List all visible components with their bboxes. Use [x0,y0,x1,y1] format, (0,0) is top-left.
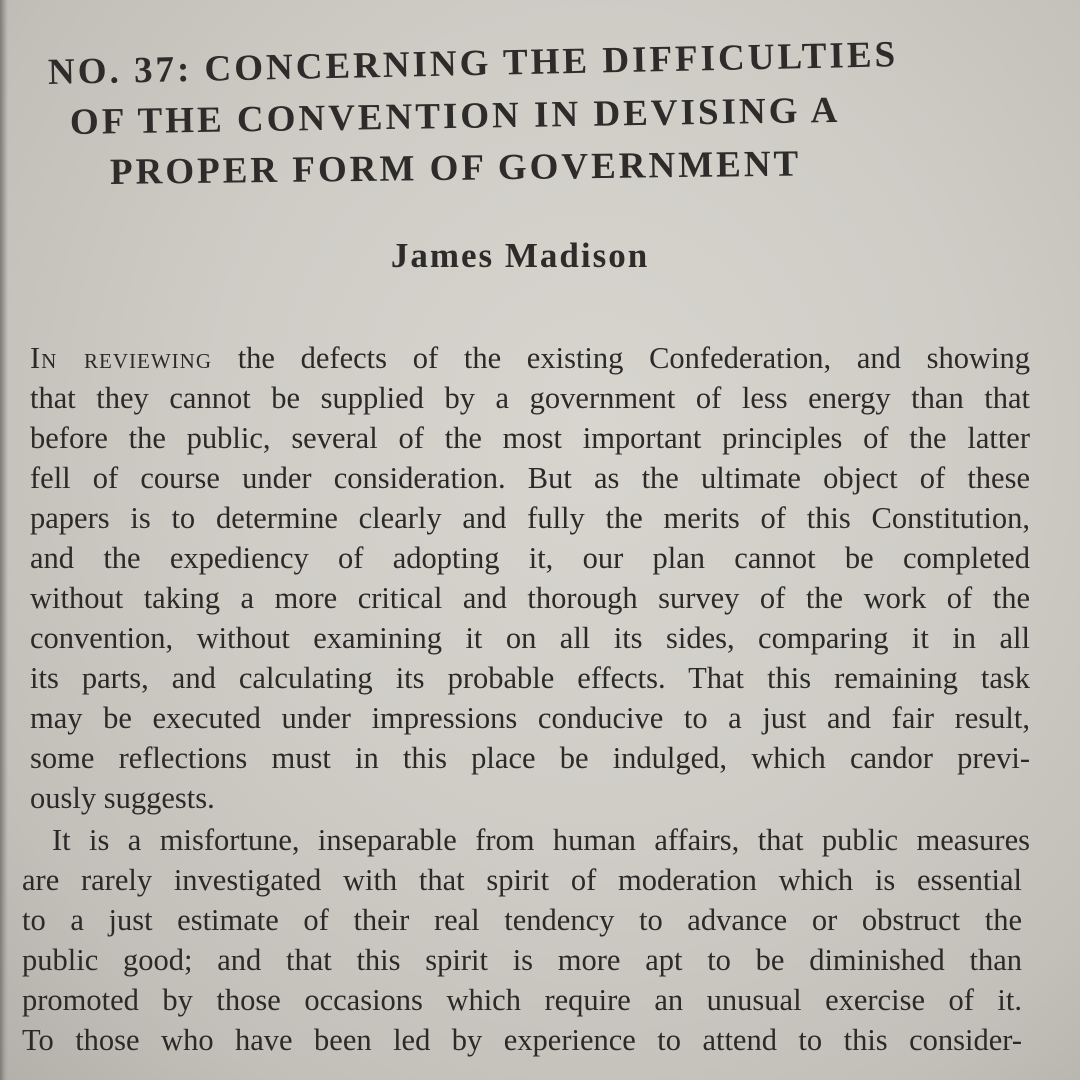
paragraph-line: some reflections must in this place be indulged, which candor previ- [30,741,1030,775]
paragraph-line: are rarely investigated with that spirit of moderation which is essential [22,863,1022,897]
paragraph-line: may be executed under impressions conducive to a just and fair result, [30,701,1030,735]
paragraph-line: public good; and that this spirit is more apt to be diminished than [22,943,1022,977]
chapter-title-line-1: NO. 37: CONCERNING THE DIFFICULTIES [47,34,899,93]
paragraph-line [30,338,1030,378]
paragraph-line: It is a misfortune, inseparable from human affairs, that public measures [52,823,1030,857]
paragraph-lead-smallcaps: In reviewing [30,341,212,375]
paragraph-line: without taking a more critical and thorough survey of the work of the [30,581,1030,615]
paragraph-line: fell of course under consideration. But as the ultimate object of these [30,461,1030,495]
paragraph-line: ously suggests. [30,781,215,815]
paragraph-line: convention, without examining it on all its sides, comparing it in all [30,621,1030,655]
page-edge-shadow [0,0,8,1080]
author-name: James Madison [390,236,650,275]
paragraph-line: to a just estimate of their real tendency to advance or obstruct the [22,903,1022,937]
paragraph-line-text: the defects of the existing Confederation, and showing [212,341,1030,375]
paragraph-line: papers is to determine clearly and fully the merits of this Constitution, [30,501,1030,535]
paragraph-line: that they cannot be supplied by a government of less energy than that [30,381,1030,415]
paragraph-line: and the expediency of adopting it, our plan cannot be completed [30,541,1030,575]
paragraph-line: promoted by those occasions which require an unusual exercise of it. [22,983,1022,1017]
paragraph-line: To those who have been led by experience to attend to this consider- [22,1023,1022,1057]
chapter-title-line-2: OF THE CONVENTION IN DEVISING A [69,89,841,143]
chapter-title-line-3: PROPER FORM OF GOVERNMENT [109,143,802,193]
paragraph-line: its parts, and calculating its probable effects. That this remaining task [30,661,1030,695]
paragraph-line: before the public, several of the most important principles of the latter [30,421,1030,455]
